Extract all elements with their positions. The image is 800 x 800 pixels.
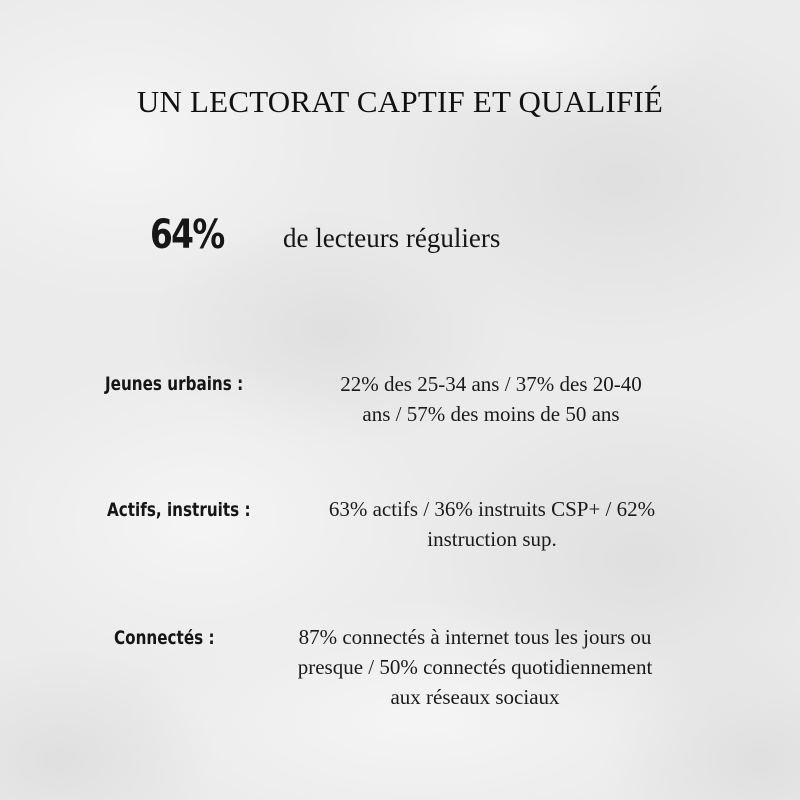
row-line: instruction sup. [427, 527, 557, 551]
headline-percentage: 64% [150, 212, 224, 258]
page-title: UN LECTORAT CAPTIF ET QUALIFIÉ [136, 84, 664, 119]
row-text-connectes [245, 622, 705, 712]
row-line: ans / 57% des moins de 50 ans [362, 402, 620, 426]
row-label-actifs-instruits: Actifs, instruits : [107, 499, 251, 521]
row-line: aux réseaux sociaux [390, 685, 560, 709]
headline-description: de lecteurs réguliers [283, 223, 501, 253]
row-text-actifs-instruits [282, 494, 702, 554]
row-text-jeunes-urbains [286, 369, 696, 429]
row-label-connectes: Connectés : [114, 627, 215, 649]
row-line: 63% actifs / 36% instruits CSP+ / 62% [328, 497, 656, 521]
row-line: presque / 50% connectés quotidiennement [297, 655, 653, 679]
row-line: 87% connectés à internet tous les jours ou [298, 625, 652, 649]
row-line: 22% des 25-34 ans / 37% des 20-40 [340, 372, 642, 396]
row-label-jeunes-urbains: Jeunes urbains : [105, 373, 244, 395]
